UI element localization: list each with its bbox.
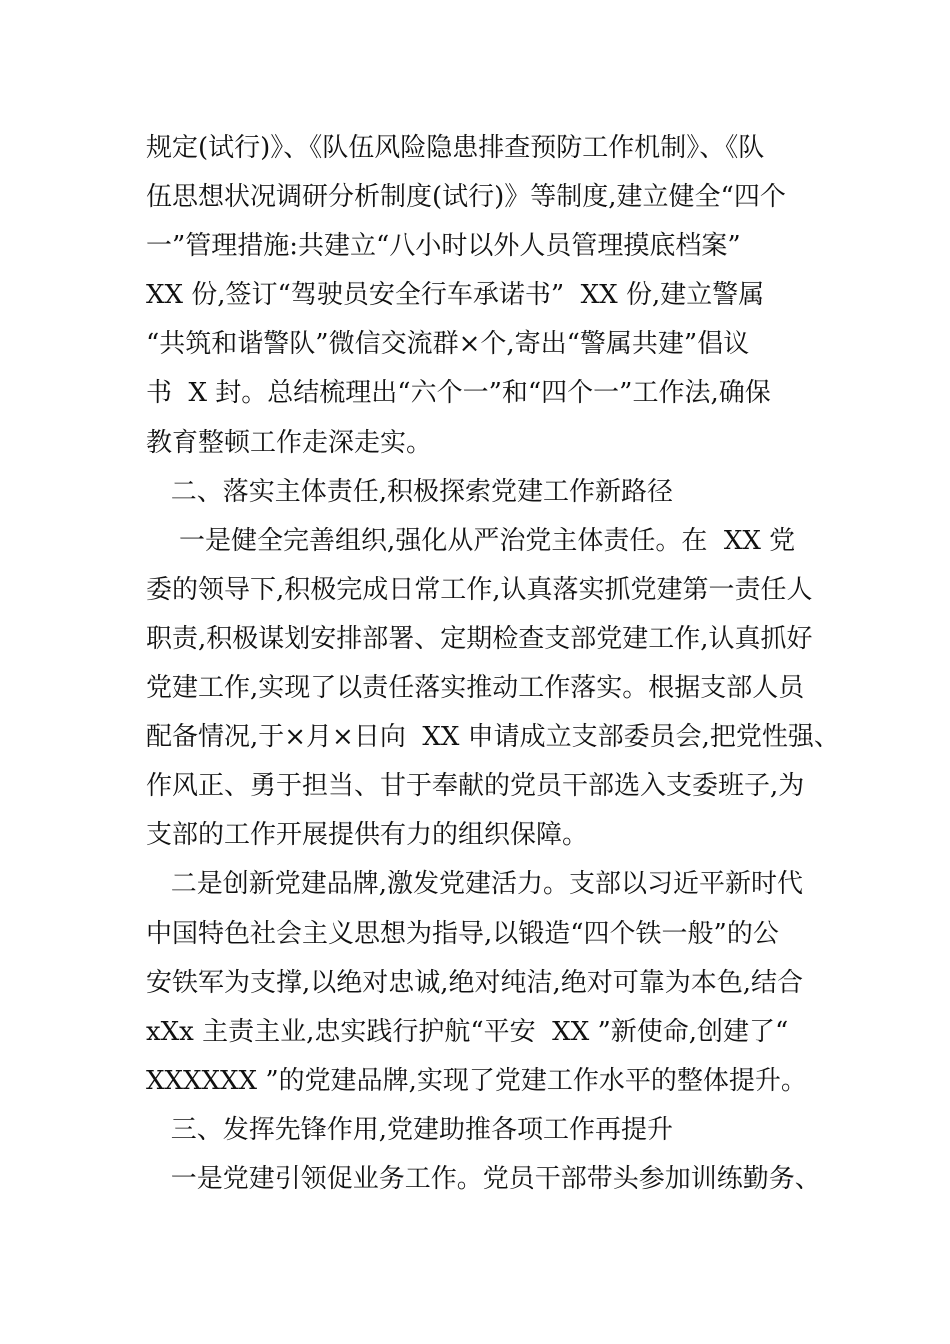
text-line: XXXXXX ”的党建品牌,实现了党建工作水平的整体提升。 — [146, 1065, 807, 1096]
text-line: 伍思想状况调研分析制度(试行)》等制度,建立健全“四个 — [146, 182, 786, 213]
text-line: 书 X 封。总结梳理出“六个一”和“四个一”工作法,确保 — [146, 378, 771, 409]
text-line: 安铁军为支撑,以绝对忠诚,绝对纯洁,绝对可靠为本色,结合 — [146, 967, 804, 998]
text-line: 中国特色社会主义思想为指导,以锻造“四个铁一般”的公 — [146, 918, 779, 949]
text-line: 作风正、勇于担当、甘于奉献的党员干部选入支委班子,为 — [146, 771, 805, 802]
section-heading: 二、落实主体责任,积极探索党建工作新路径 — [146, 476, 674, 507]
text-line: 规定(试行)》、《队伍风险隐患排查预防工作机制》、《队 — [146, 133, 765, 163]
text-line: XX 份,签订“驾驶员安全行车承诺书” XX 份,建立警属 — [146, 280, 765, 311]
section-heading: 三、发挥先锋作用,党建助推各项工作再提升 — [146, 1114, 674, 1145]
text-line: xXx 主责主业,忠实践行护航“平安 XX ”新使命,创建了“ — [146, 1016, 789, 1047]
document-body — [146, 124, 840, 1204]
text-line: 一是健全完善组织,强化从严治党主体责任。在 XX 党 — [146, 525, 796, 556]
text-line: “共筑和谐警队”微信交流群×个,寄出“警属共建”倡议 — [146, 329, 750, 360]
text-line: 一”管理措施:共建立“八小时以外人员管理摸底档案” — [146, 231, 741, 262]
text-line: 一是党建引领促业务工作。党员干部带头参加训练勤务、 — [146, 1163, 821, 1194]
text-line: 职责,积极谋划安排部署、定期检查支部党建工作,认真抓好 — [146, 623, 813, 654]
text-line: 委的领导下,积极完成日常工作,认真落实抓党建第一责任人 — [146, 574, 813, 605]
text-line: 支部的工作开展提供有力的组织保障。 — [146, 820, 589, 851]
text-line: 教育整顿工作走深走实。 — [146, 427, 433, 458]
text-line: 党建工作,实现了以责任落实推动工作落实。根据支部人员 — [146, 673, 805, 704]
text-line: 配备情况,于×月×日向 XX 申请成立支部委员会,把党性强、 — [146, 722, 840, 753]
text-line: 二是创新党建品牌,激发党建活力。支部以习近平新时代 — [146, 869, 804, 900]
